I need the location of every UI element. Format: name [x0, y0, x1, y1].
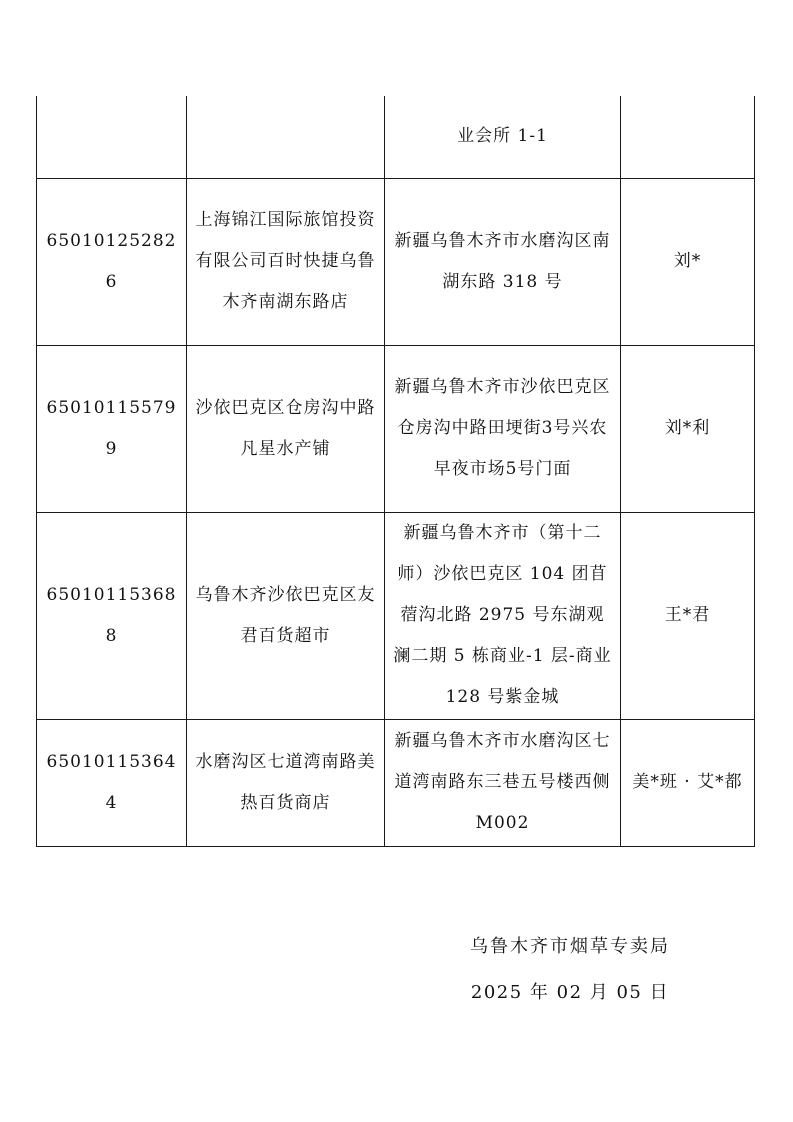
license-table	[36, 96, 755, 847]
table-row	[37, 512, 755, 719]
issue-date: 2025 年 02 月 05 日	[470, 982, 670, 1003]
store-name-cell	[187, 96, 385, 178]
table-row	[37, 345, 755, 512]
store-name-cell: 水磨沟区七道湾南路美热百货商店	[187, 719, 385, 846]
address-cell: 业会所 1-1	[385, 96, 621, 178]
address-cell: 新疆乌鲁木齐市（第十二师）沙依巴克区 104 团苜蓿沟北路 2975 号东湖观澜二期 5 栋商业-1 层-商业 128 号紫金城	[385, 512, 621, 719]
table-row	[37, 719, 755, 846]
store-name-cell: 上海锦江国际旅馆投资有限公司百时快捷乌鲁木齐南湖东路店	[187, 178, 385, 345]
license-code-cell	[37, 96, 187, 178]
license-code-cell: 650101252826	[37, 178, 187, 345]
person-cell: 美*班 · 艾*都	[621, 719, 755, 846]
person-cell	[621, 96, 755, 178]
license-code-cell: 650101153644	[37, 719, 187, 846]
store-name-cell: 沙依巴克区仓房沟中路凡星水产铺	[187, 345, 385, 512]
store-name-cell: 乌鲁木齐沙依巴克区友君百货超市	[187, 512, 385, 719]
issuing-organization: 乌鲁木齐市烟草专卖局	[470, 936, 670, 957]
table-row	[37, 178, 755, 345]
person-cell: 刘*利	[621, 345, 755, 512]
person-cell: 王*君	[621, 512, 755, 719]
address-cell: 新疆乌鲁木齐市水磨沟区南湖东路 318 号	[385, 178, 621, 345]
license-code-cell: 650101153688	[37, 512, 187, 719]
table-row	[37, 96, 755, 178]
address-cell: 新疆乌鲁木齐市沙依巴克区仓房沟中路田埂街3号兴农早夜市场5号门面	[385, 345, 621, 512]
license-code-cell: 650101155799	[37, 345, 187, 512]
person-cell: 刘*	[621, 178, 755, 345]
address-cell: 新疆乌鲁木齐市水磨沟区七道湾南路东三巷五号楼西侧 M002	[385, 719, 621, 846]
